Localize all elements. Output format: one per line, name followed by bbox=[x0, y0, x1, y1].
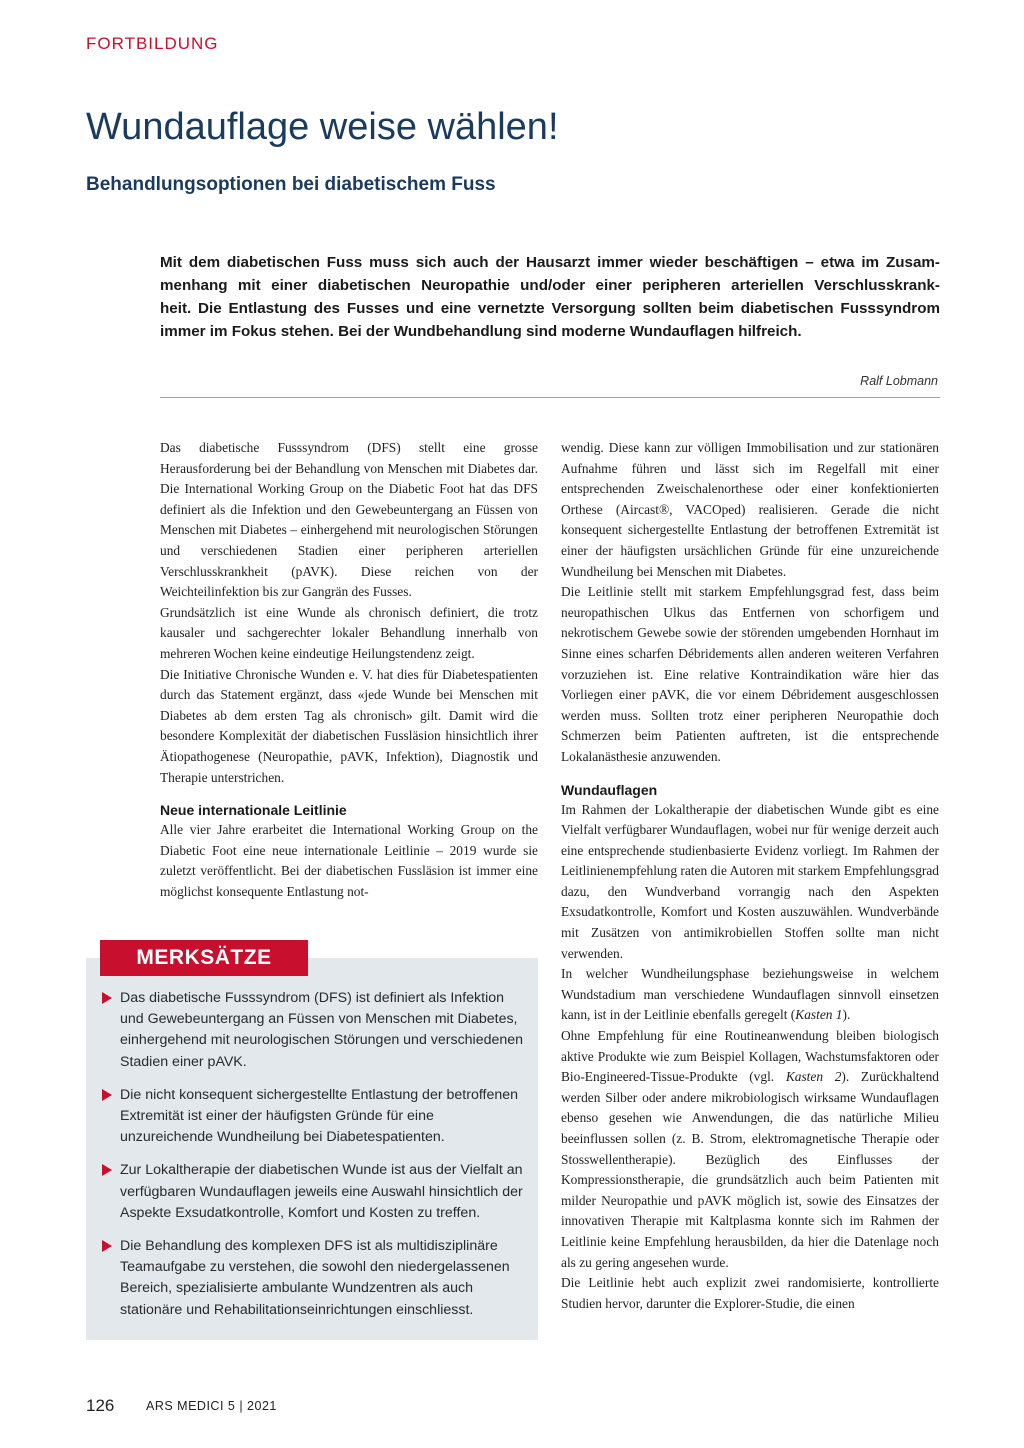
article-subtitle: Behandlungsoptionen bei diabetischem Fuss bbox=[86, 174, 496, 195]
section-heading: Neue internationale Leitlinie bbox=[160, 802, 347, 819]
left-column bbox=[160, 438, 538, 902]
body-paragraph: Das diabetische Fusssyndrom (DFS) stellt eine grosse Herausforderung bei der Behandlung von Menschen mit Diabetes dar. Die International Working Group on the Diabetic Foot hat das DFS definiert als die Infektion und den Gewebeuntergang an Füssen von Menschen mit Diabetes – einhergehend mit neurologischen Störungen und verschiedenen Stadien einer peripheren arteriellen Verschlusskrankheit (pAVK). Diese reichen von der Weichteilinfektion bis zur Gangrän des Fusses. bbox=[160, 440, 538, 600]
body-paragraph: In welcher Wundheilungsphase beziehungsweise in welchem Wundstadium man verschiedene Wundauflagen sinnvoll einsetzen kann, ist in der Leitlinie ebenfalls geregelt (Kasten 1). bbox=[561, 966, 939, 1023]
lead-paragraph bbox=[160, 251, 940, 343]
body-paragraph: Grundsätzlich ist eine Wunde als chronisch definiert, die trotz kausaler und sachgerechter lokaler Behandlung innerhalb von mehreren Wochen keine eindeutige Heilungstendenz zeigt. bbox=[160, 604, 538, 661]
section-heading: Wundauflagen bbox=[561, 781, 658, 798]
list-item: Das diabetische Fusssyndrom (DFS) ist definiert als Infektion und Gewebeuntergang an Füssen von Menschen mit Diabetes, einhergehend mit neurologischen Störungen und verschiedenen Stadien einer pAVK. bbox=[102, 988, 530, 1073]
lead-line: Mit dem diabetischen Fuss muss sich auch der Hausarzt immer wieder beschäftigen – etwa im Zusam- bbox=[160, 254, 940, 271]
box-reference: Kasten 2 bbox=[785, 1069, 842, 1085]
merksaetze-list bbox=[102, 988, 530, 1333]
merksaetze-title: MERKSÄTZE bbox=[100, 940, 308, 976]
body-paragraph: Die Leitlinie stellt mit starkem Empfehlungsgrad fest, dass beim neuropathischen Ulkus das Entfernen von schorfigem und nekrotischem Gewebe sowie der störenden umgebenden Hornhaut im Sinne eines scharfen Débridements allen anderen weiteren Verfahren vorzuziehen ist. Eine relative Kontraindikation wäre hier das Vorliegen einer pAVK, die vor einem Débridement ausgeschlossen werden muss. Sollten trotz einer peripheren Neuropathie doch Schmerzen beim Patienten auftreten, ist die entsprechende Lokalanästhesie anzuwenden. bbox=[561, 584, 939, 764]
list-item: Zur Lokaltherapie der diabetischen Wunde ist aus der Vielfalt an verfügbaren Wundauflagen jeweils eine Auswahl hinsichtlich der Aspekte Exsudatkontrolle, Komfort und Kosten zu treffen. bbox=[102, 1160, 530, 1224]
lead-line: menhang mit einer diabetischen Neuropathie und/oder einer peripheren arteriellen Verschlusskrank- bbox=[160, 277, 940, 294]
body-paragraph: Die Initiative Chronische Wunden e. V. hat dies für Diabetespatienten durch das Statement ergänzt, dass «jede Wunde bei Menschen mit Diabetes ab dem ersten Tag als chronisch» gilt. Damit wird die besondere Komplexität der diabetischen Fussläsion hinsichtlich ihrer Ätiopathogenese (Neuropathie, pAVK, Infektion), Diagnostik und Therapie unterstrichen. bbox=[160, 666, 538, 785]
page-number: 126 bbox=[86, 1396, 115, 1415]
divider bbox=[160, 397, 940, 398]
journal-name: ARS MEDICI 5 | 2021 bbox=[146, 1399, 277, 1413]
arrow-right-icon bbox=[102, 1089, 112, 1101]
arrow-right-icon bbox=[102, 1164, 112, 1176]
list-item: Die nicht konsequent sichergestellte Entlastung der betroffenen Extremität ist einer der häufigsten Gründe für eine unzureichende Wundheilung bei Diabetespatienten. bbox=[102, 1085, 530, 1149]
body-paragraph: Die Leitlinie hebt auch explizit zwei randomisierte, kontrollierte Studien hervor, darunter die Explorer-Studie, die einen bbox=[561, 1275, 939, 1311]
author: Ralf Lobmann bbox=[860, 374, 938, 388]
article-title: Wundauflage weise wählen! bbox=[86, 106, 559, 148]
lead-line: heit. Die Entlastung des Fusses und eine vernetzte Versorgung sollten beim diabetischen Fusssyndrom bbox=[160, 300, 940, 317]
section-label: FORTBILDUNG bbox=[86, 34, 219, 53]
body-paragraph: wendig. Diese kann zur völligen Immobilisation und zur stationären Aufnahme führen und lässt sich im Regelfall mit einer entsprechenden Zweischalenorthese oder einer konfektionierten Orthese (Aircast®, VACOped) realisieren. Gerade die nicht konsequent sichergestellte Entlastung der betroffenen Extremität ist einer der häufigsten ursächlichen Gründe für eine unzureichende Wundheilung bei Menschen mit Diabetes. bbox=[561, 440, 939, 579]
arrow-right-icon bbox=[102, 992, 112, 1004]
body-paragraph: Alle vier Jahre erarbeitet die International Working Group on the Diabetic Foot eine neue internationale Leitlinie – 2019 wurde sie zuletzt veröffentlicht. Bei der diabetischen Fussläsion ist immer eine möglichst konsequente Entlastung not- bbox=[160, 822, 538, 899]
body-paragraph: Im Rahmen der Lokaltherapie der diabetischen Wunde gibt es eine Vielfalt verfügbarer Wundauflagen, wobei nur für wenige derzeit auch eine entsprechende studienbasierte Evidenz vorliegt. Im Rahmen der Leitlinienempfehlung raten die Autoren mit starkem Empfehlungsgrad dazu, den Wundverband vorrangig nach den Aspekten Exsudatkontrolle, Komfort und Kosten auszuwählen. Wundverbände mit Zusätzen von antimikrobiellen Stoffen sollte man nicht verwenden. bbox=[561, 801, 939, 961]
right-column bbox=[561, 438, 939, 1314]
body-paragraph: Ohne Empfehlung für eine Routineanwendung bleiben biologisch aktive Produkte wie zum Beispiel Kollagen, Wachstumsfaktoren oder Bio-Engineered-Tissue-Produkte (vgl. Kasten 2). Zurückhaltend werden Silber oder andere mikrobiologisch wirksame Wundauflagen ebenso gesehen wie Anwendungen, die das natürliche Milieu beeinflussen sollen (z. B. Strom, elektromagnetische Therapie oder Stosswellentherapie). Bezüglich des Einflusses der Kompressionstherapie, die grundsätzlich auch beim Patienten mit milder Neuropathie und pAVK möglich ist, sowie des Einsatzes der innovativen Therapie mit Kaltplasma konnte sich im Rahmen der Leitlinie keine Empfehlung herausbilden, da hier die Datenlage noch als zu gering angesehen wurde. bbox=[561, 1028, 939, 1270]
box-reference: Kasten 1 bbox=[795, 1007, 843, 1023]
arrow-right-icon bbox=[102, 1240, 112, 1252]
list-item: Die Behandlung des komplexen DFS ist als multidisziplinäre Teamaufgabe zu verstehen, die sowohl den niedergelassenen Bereich, spezialisierte ambulante Wundzentren als auch stationäre und Rehabilitationseinrichtungen einschliesst. bbox=[102, 1236, 530, 1321]
lead-line: immer im Fokus stehen. Bei der Wundbehandlung sind moderne Wundauflagen hilfreich. bbox=[160, 323, 802, 340]
